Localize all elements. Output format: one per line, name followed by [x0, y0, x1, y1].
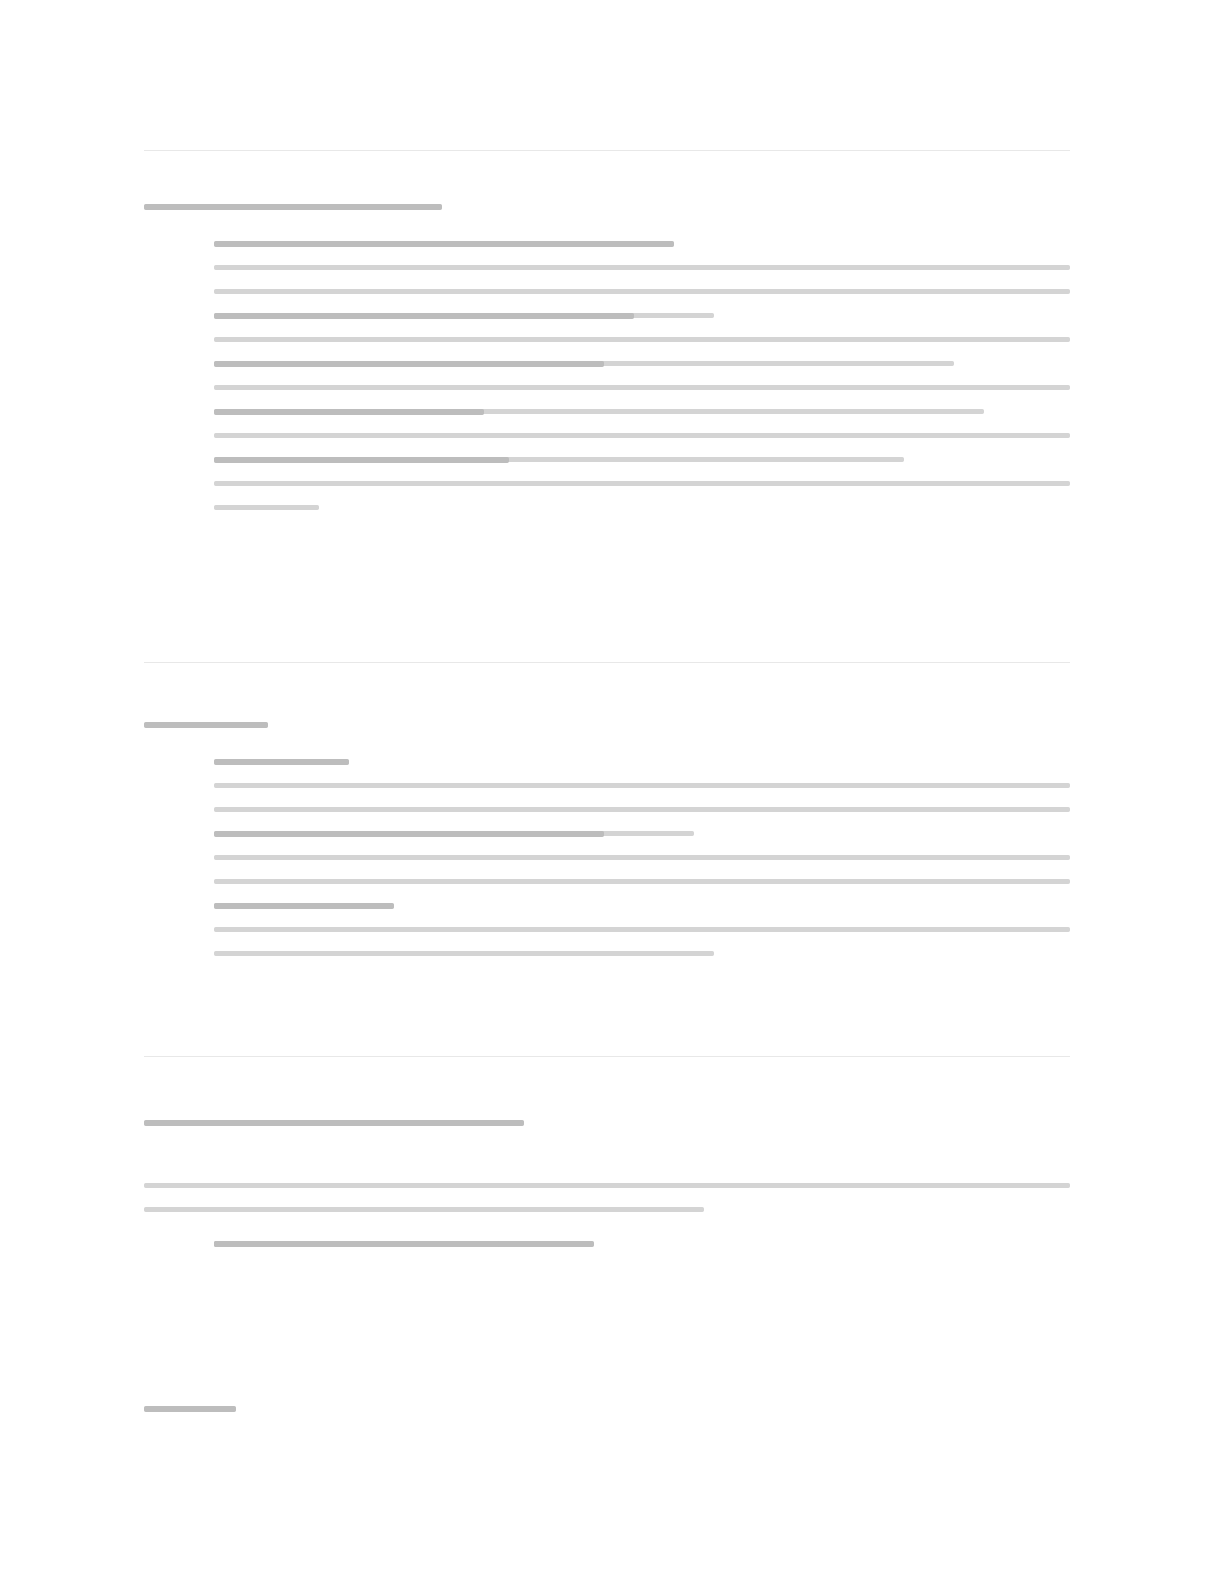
list-item: [144, 1231, 1070, 1255]
section-3: [144, 1114, 1070, 1255]
divider-1: [144, 662, 1070, 663]
divider-2: [144, 1056, 1070, 1057]
section-2: [144, 716, 1070, 965]
section-2-title-placeholder: [144, 716, 268, 734]
section-1: [144, 198, 1070, 519]
section-1-list: [144, 231, 1070, 519]
section-2-title: [144, 716, 1070, 739]
closing-label-placeholder: [144, 1400, 236, 1418]
list-item-title: [214, 351, 1070, 375]
section-3-title: [144, 1114, 1070, 1137]
closing-label: [144, 1400, 236, 1422]
list-item-title: [214, 399, 1070, 423]
section-3-list: [144, 1231, 1070, 1255]
list-item-title: [214, 303, 1070, 327]
document-page: [144, 0, 1070, 1584]
list-item-description: [214, 917, 1070, 965]
list-item-title: [214, 893, 1070, 917]
section-1-title-placeholder: [144, 198, 442, 216]
section-2-list: [144, 749, 1070, 965]
divider-top: [144, 150, 1070, 151]
list-item: [144, 447, 1070, 519]
list-item-description: [214, 471, 1070, 519]
section-1-title: [144, 198, 1070, 221]
list-item-title: [214, 447, 1070, 471]
list-item-title: [214, 749, 1070, 773]
list-item-title: [214, 231, 1070, 255]
list-item: [144, 893, 1070, 965]
section-3-intro: [144, 1173, 1070, 1221]
section-3-title-placeholder: [144, 1114, 524, 1132]
list-item-title: [214, 1231, 1070, 1255]
list-item-title: [214, 821, 1070, 845]
